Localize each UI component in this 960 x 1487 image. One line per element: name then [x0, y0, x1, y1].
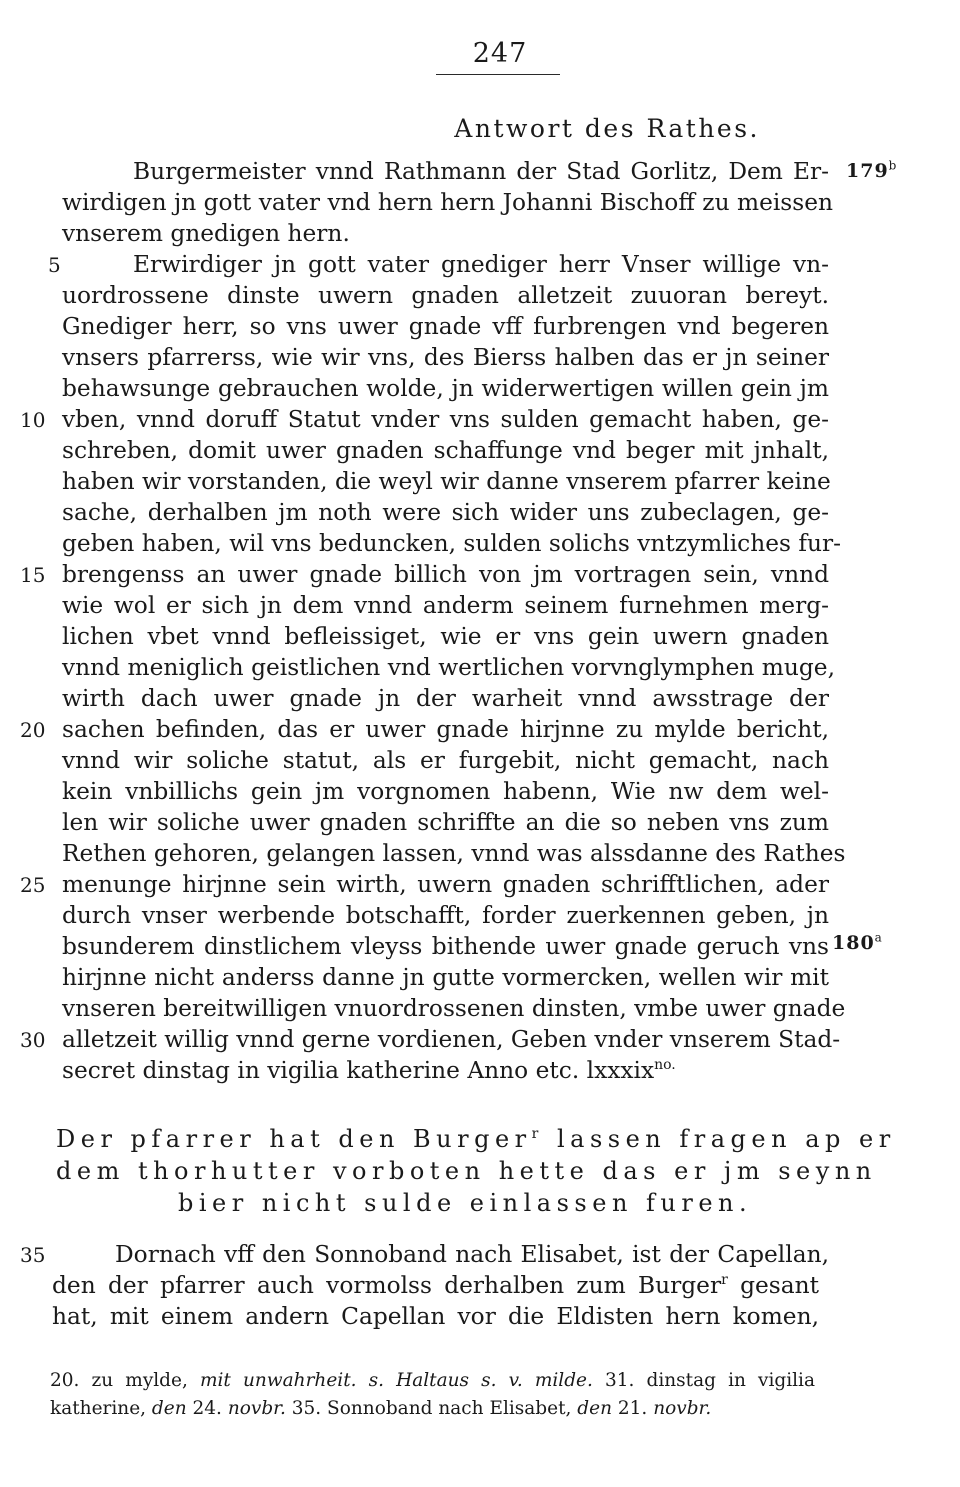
body-line: menunge hirjnne sein wirth, uwern gnaden schrifftlichen, ader — [62, 871, 829, 898]
margin-note-179b — [846, 160, 897, 182]
page-number: 247 — [472, 38, 528, 69]
body-line: geben haben, wil vns beduncken, sulden solichs vntzymliches fur- — [62, 530, 841, 557]
footnote-italic: mit unwahrheit. s. Haltaus s. v. milde. — [199, 1370, 593, 1391]
footnote-text: 21. — [612, 1398, 654, 1419]
body-line: hirjnne nicht anderss danne jn gutte vormercken, wellen wir mit — [62, 964, 829, 991]
body-line: sachen befinden, das er uwer gnade hirjnne zu mylde bericht, — [62, 716, 829, 743]
footnote-italic: novbr. — [653, 1398, 712, 1419]
body-line: vnseren bereitwilligen vnuordrossenen dinsten, vmbe uwer gnade — [62, 995, 846, 1022]
footnote-italic: novbr. — [227, 1398, 286, 1419]
body-line: vben, vnnd doruff Statut vnder vns sulden gemacht haben, ge- — [62, 406, 829, 433]
margin-note-side: b — [888, 158, 898, 173]
footnote-line-1 — [50, 1368, 815, 1394]
notice-line-2: dem thorhutter vorboten hette das er jm seynn — [56, 1157, 877, 1185]
footnote-italic: den — [151, 1398, 187, 1419]
footnote-text: 20. zu mylde, — [50, 1370, 200, 1391]
line-number: 35 — [20, 1243, 46, 1267]
body-line: vnsers pfarrerss, wie wir vns, des Bierss halben das er jn seiner — [62, 344, 829, 371]
margin-note-number: 179 — [846, 160, 889, 182]
footnote-text: katherine, — [50, 1398, 152, 1419]
notice-text: Der pfarrer hat den Burger — [56, 1125, 532, 1153]
line-number: 30 — [20, 1028, 46, 1052]
notice-line-3: bier nicht sulde einlassen furen. — [178, 1189, 753, 1217]
body-line-superscript: r — [721, 1272, 728, 1289]
body-line: sache, derhalben jm noth were sich wider uns zubeclagen, ge- — [62, 499, 829, 526]
page-number-rule — [436, 74, 560, 75]
notice-line-1 — [56, 1124, 896, 1154]
body-line: haben wir vorstanden, die weyl wir danne vnserem pfarrer keine — [62, 468, 831, 495]
body-line: wirth dach uwer gnade jn der warheit vnnd awsstrage der — [62, 685, 829, 712]
footnote-text: 31. dinstag in vigilia — [592, 1370, 815, 1391]
body-line: len wir soliche uwer gnaden schriffte an die so neben vns zum — [62, 809, 829, 836]
margin-note-180a — [832, 932, 883, 954]
body-line: brengenss an uwer gnade billich von jm vortragen sein, vnnd — [62, 561, 829, 588]
body-line: wirdigen jn gott vater vnd hern hern Johanni Bischoff zu meissen — [62, 189, 834, 216]
body-line-text: den der pfarrer auch vormolss derhalben zum Burger — [52, 1272, 722, 1299]
body-line-text: gesant — [727, 1272, 819, 1299]
body-line: vnnd wir soliche statut, als er furgebit, nicht gemacht, nach — [62, 747, 829, 774]
footnote-text: 35. Sonnoband nach Elisabet, — [285, 1398, 578, 1419]
margin-note-number: 180 — [832, 932, 875, 954]
body-line: kein vnbillichs gein jm vorgnomen habenn, Wie nw dem wel- — [62, 778, 829, 805]
body-line: wie wol er sich jn dem vnnd anderm seinem furnehmen merg- — [62, 592, 829, 619]
notice-text: lassen fragen ap er — [543, 1125, 896, 1153]
notice-superscript: r — [531, 1126, 544, 1142]
margin-note-side: a — [874, 930, 883, 945]
body-line: lichen vbet vnnd befleissiget, wie er vns gein uwern gnaden — [62, 623, 829, 650]
body-line: Rethen gehoren, gelangen lassen, vnnd was alssdanne des Rathes — [62, 840, 846, 867]
body-line: bsunderem dinstlichem vleyss bithende uwer gnade geruch vns — [62, 933, 829, 960]
body-line — [52, 1271, 819, 1301]
body-line: behawsunge gebrauchen wolde, jn widerwertigen willen gein jm — [62, 375, 829, 402]
footnote-text: 24. — [186, 1398, 228, 1419]
body-line: durch vnser werbende botschafft, forder zuerkennen geben, jn — [62, 902, 829, 929]
line-number: 20 — [20, 718, 46, 742]
body-line: uordrossene dinste uwern gnaden alletzeit zuuoran bereyt. — [62, 282, 829, 309]
body-line-superscript: no. — [654, 1057, 676, 1074]
footnote-line-2 — [50, 1396, 815, 1422]
body-line: hat, mit einem andern Capellan vor die Eldisten hern komen, — [52, 1303, 819, 1330]
line-number: 5 — [48, 253, 61, 277]
body-line-text: secret dinstag in vigilia katherine Anno etc. lxxxix — [62, 1057, 655, 1084]
line-number: 15 — [20, 563, 46, 587]
body-line: Gnediger herr, so vns uwer gnade vff furbrengen vnd begeren — [62, 313, 829, 340]
body-line: Erwirdiger jn gott vater gnediger herr Vnser willige vn- — [133, 251, 829, 278]
footnote-italic: den — [577, 1398, 613, 1419]
body-line: alletzeit willig vnnd gerne vordienen, Geben vnder vnserem Stad- — [62, 1026, 841, 1053]
line-number: 10 — [20, 408, 46, 432]
body-line: schreben, domit uwer gnaden schaffunge vnd beger mit jnhalt, — [62, 437, 829, 464]
body-line: Dornach vff den Sonnoband nach Elisabet, ist der Capellan, — [115, 1241, 829, 1268]
line-number: 25 — [20, 873, 46, 897]
body-line: Burgermeister vnnd Rathmann der Stad Gorlitz, Dem Er- — [133, 158, 829, 185]
body-line: vnnd meniglich geistlichen vnd wertlichen vorvnglymphen muge, — [62, 654, 835, 681]
body-line: vnserem gnedigen hern. — [62, 220, 350, 247]
body-line-final — [62, 1056, 829, 1086]
section-heading: Antwort des Rathes. — [454, 114, 760, 143]
